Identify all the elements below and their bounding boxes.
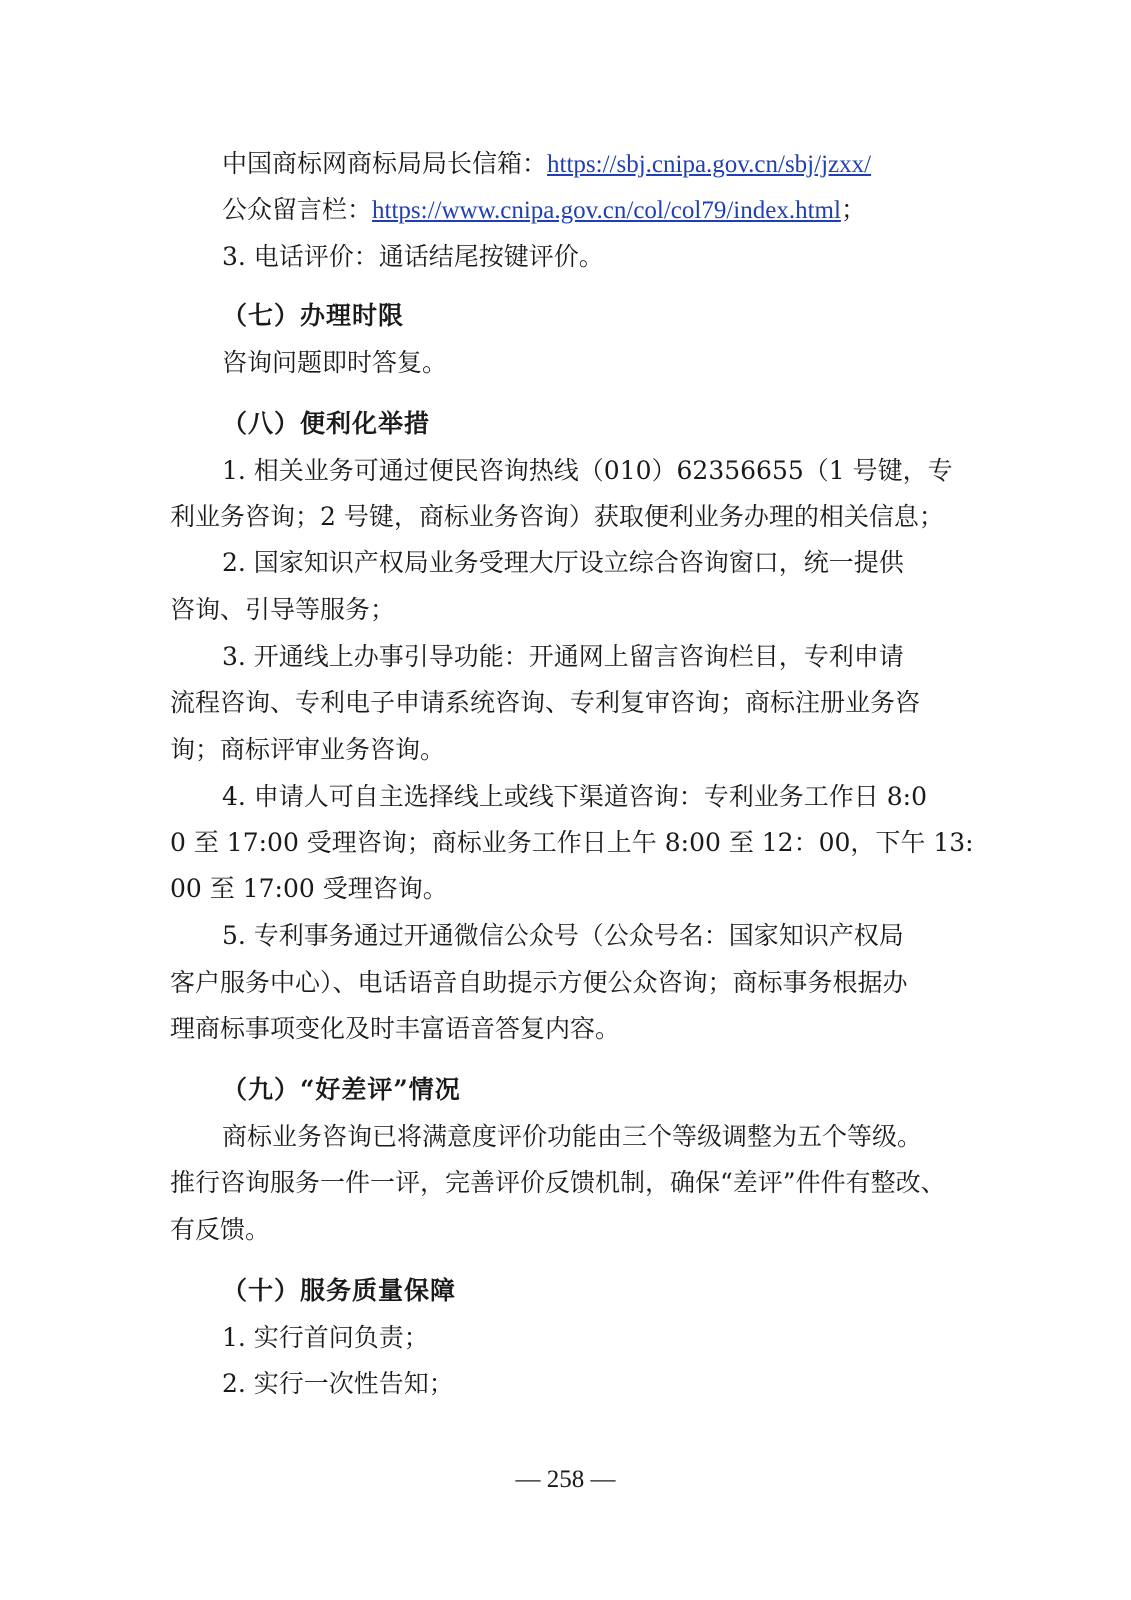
section-8-line: 询；商标评审业务咨询。: [170, 735, 446, 764]
section-8-line: 客户服务中心）、电话语音自助提示方便公众咨询；商标事务根据办: [170, 968, 908, 997]
section-8-line: 1. 相关业务可通过便民咨询热线（010）62356655（1 号键，专: [222, 456, 953, 485]
mailbox-line: [222, 148, 960, 181]
section-7-body: 咨询问题即时答复。: [222, 348, 448, 377]
section-9-line: 有反馈。: [170, 1215, 271, 1244]
section-8-line: 4. 申请人可自主选择线上或线下渠道咨询：专利业务工作日 8:0: [222, 782, 927, 811]
message-board-label: 公众留言栏：: [222, 195, 373, 224]
section-9-line: 商标业务咨询已将满意度评价功能由三个等级调整为五个等级。: [222, 1122, 923, 1151]
mailbox-label: 中国商标网商标局局长信箱：: [222, 149, 548, 178]
message-board-link[interactable]: https://www.cnipa.gov.cn/col/col79/index.html: [372, 197, 841, 224]
section-8-line: 2. 国家知识产权局业务受理大厅设立综合咨询窗口，统一提供: [222, 548, 904, 577]
page-number: — 258 —: [515, 1466, 616, 1493]
phone-evaluation-line: 3. 电话评价：通话结尾按键评价。: [222, 242, 604, 271]
message-board-suffix: ；: [840, 195, 866, 224]
section-10-line: 2. 实行一次性告知；: [222, 1369, 454, 1398]
section-8-line: 流程咨询、专利电子申请系统咨询、专利复审咨询；商标注册业务咨: [170, 688, 921, 717]
section-10-line: 1. 实行首问负责；: [222, 1323, 429, 1352]
section-9-heading: （九）“好差评”情况: [222, 1075, 461, 1104]
section-8-heading: （八）便利化举措: [222, 409, 431, 438]
section-8-line: 咨询、引导等服务；: [170, 595, 396, 624]
section-8-line: 00 至 17:00 受理咨询。: [170, 874, 448, 903]
section-8-line: 利业务咨询；2 号键，商标业务咨询）获取便利业务办理的相关信息；: [170, 502, 944, 531]
section-7-heading: （七）办理时限: [222, 301, 405, 330]
section-10-heading: （十）服务质量保障: [222, 1276, 457, 1305]
message-board-line: [222, 194, 960, 227]
section-8-line: 3. 开通线上办事引导功能：开通网上留言咨询栏目，专利申请: [222, 642, 904, 671]
section-8-line: 0 至 17:00 受理咨询；商标业务工作日上午 8:00 至 12：00，下午 13:: [170, 828, 974, 857]
section-9-line: 推行咨询服务一件一评，完善评价反馈机制，确保“差评”件件有整改、: [170, 1168, 946, 1197]
mailbox-link[interactable]: https://sbj.cnipa.gov.cn/sbj/jzxx/: [547, 151, 872, 178]
section-8-line: 5. 专利事务通过开通微信公众号（公众号名：国家知识产权局: [222, 921, 904, 950]
section-8-line: 理商标事项变化及时丰富语音答复内容。: [170, 1014, 621, 1043]
